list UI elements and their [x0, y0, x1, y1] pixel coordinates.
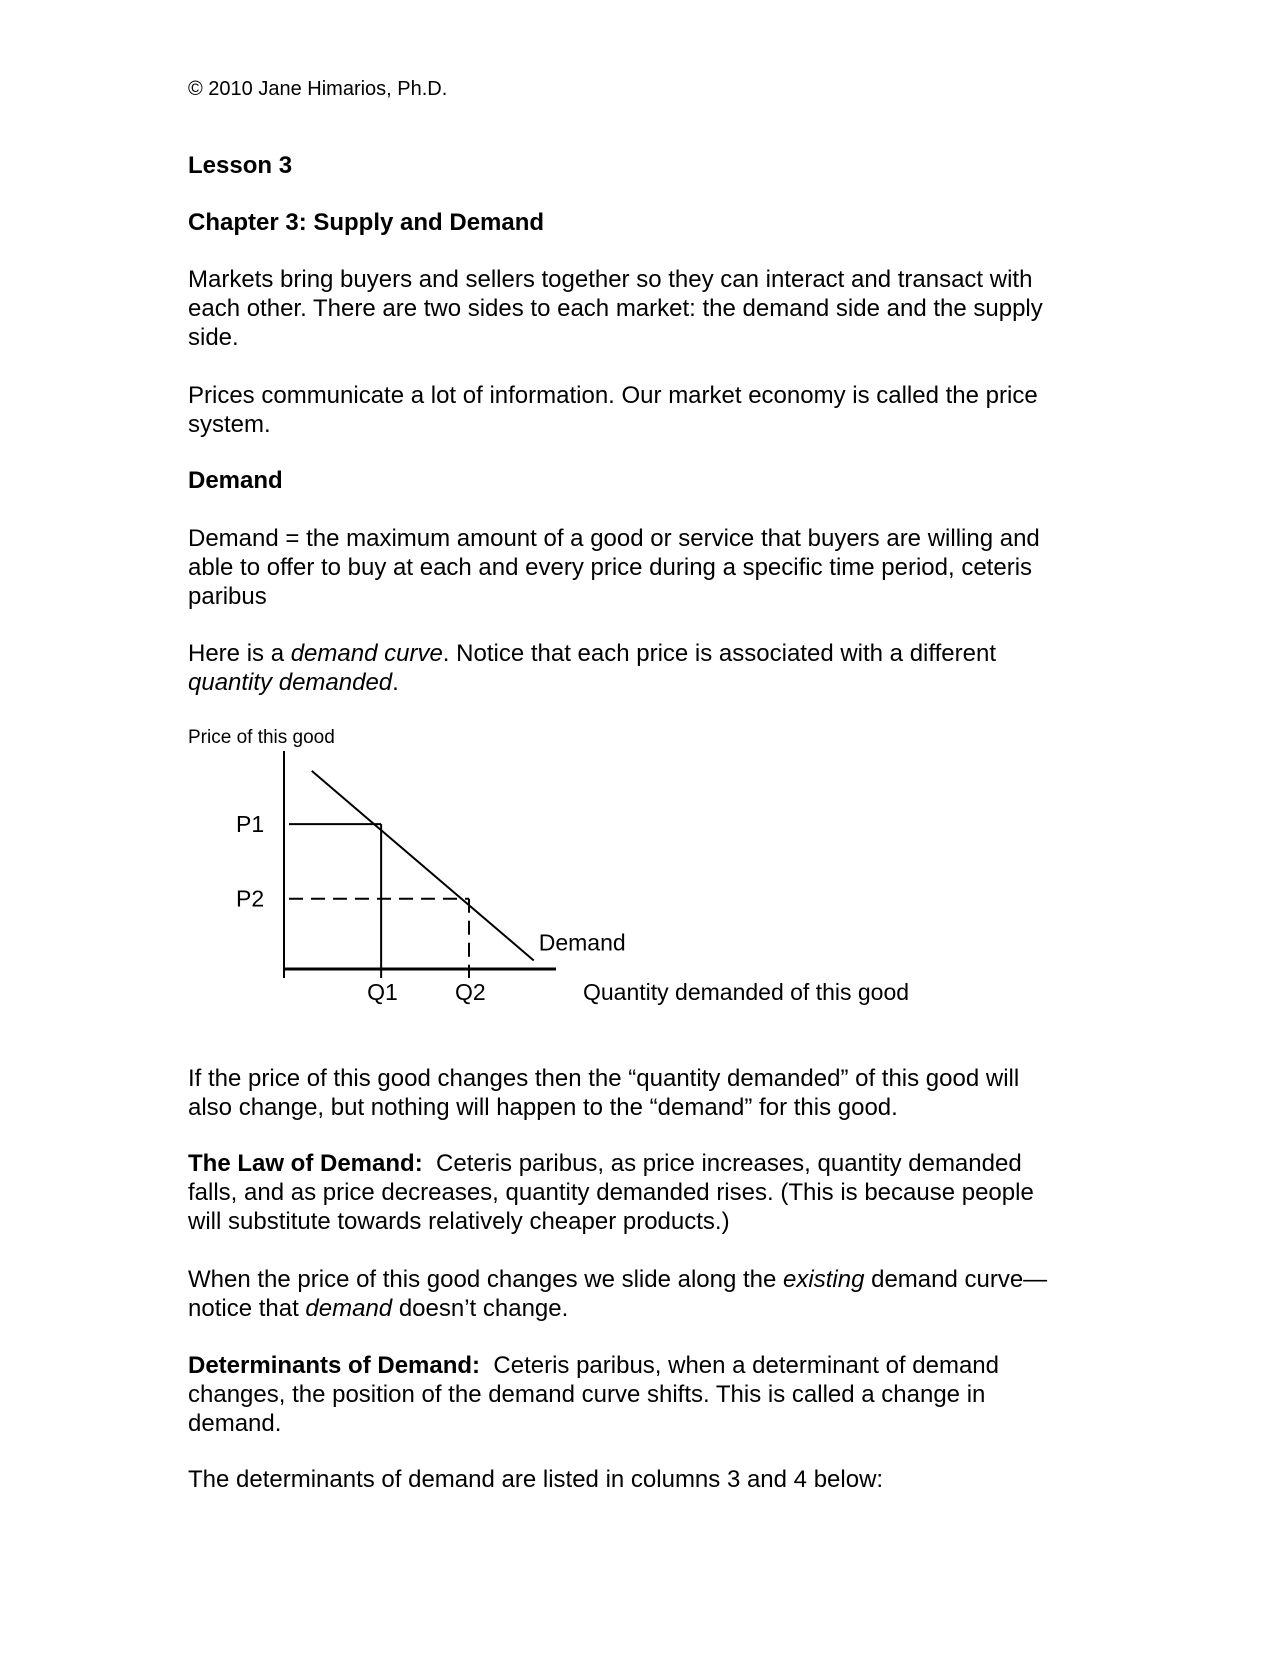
section-heading: Demand	[188, 467, 283, 494]
paragraph-demand-definition	[188, 524, 1088, 611]
text-line: The determinants of demand are listed in columns 3 and 4 below:	[188, 1466, 884, 1493]
text-line: falls, and as price decreases, quantity demanded rises. (This is because people	[188, 1179, 1034, 1206]
text-line: will substitute towards relatively cheaper products.)	[188, 1208, 730, 1235]
chapter-title	[188, 208, 1088, 237]
italic-text: demand curve	[290, 640, 443, 667]
demand-curve-label: Demand	[538, 929, 626, 956]
demand-heading	[188, 466, 1088, 495]
determinants-title: Determinants of Demand:	[188, 1352, 481, 1379]
paragraph-determinants	[188, 1351, 1088, 1438]
paragraph-prices	[188, 381, 1088, 439]
text-line: paribus	[188, 583, 267, 610]
text-line: able to offer to buy at each and every price during a specific time period, ceteris	[188, 554, 1033, 581]
text: Here is a	[188, 640, 291, 667]
quantity-label-q1: Q1	[367, 979, 398, 1005]
x-axis-label: Quantity demanded of this good	[583, 979, 910, 1005]
text: When the price of this good changes we slide along the	[188, 1266, 784, 1293]
demand-curve-diagram	[0, 715, 1000, 1015]
italic-text: demand	[305, 1295, 393, 1322]
text: Ceteris paribus, when a determinant of demand	[480, 1352, 999, 1379]
copyright-header	[188, 75, 1088, 104]
paragraph-demand-curve	[188, 639, 1088, 697]
demand-curve	[312, 771, 534, 961]
paragraph-columns	[188, 1465, 1088, 1494]
text-line: Prices communicate a lot of information. Our market economy is called the price	[188, 382, 1038, 409]
chapter-heading: Chapter 3: Supply and Demand	[188, 209, 545, 236]
italic-text: existing	[783, 1266, 865, 1293]
text-line: side.	[188, 324, 239, 351]
law-title: The Law of Demand:	[188, 1150, 423, 1177]
paragraph-law-of-demand	[188, 1149, 1088, 1236]
text-line: Demand = the maximum amount of a good or service that buyers are willing and	[188, 525, 1040, 552]
quantity-label-q2: Q2	[455, 979, 486, 1005]
price-label-p2: P2	[236, 885, 265, 912]
text-line: demand.	[188, 1410, 282, 1437]
price-label-p1: P1	[236, 811, 265, 838]
text: Ceteris paribus, as price increases, quantity demanded	[422, 1150, 1022, 1177]
paragraph-quantity-demanded	[188, 1064, 1088, 1122]
text: demand curve—	[864, 1266, 1048, 1293]
lesson-title	[188, 151, 1088, 180]
text-line: also change, but nothing will happen to the “demand” for this good.	[188, 1094, 898, 1121]
text-line: Markets bring buyers and sellers together so they can interact and transact with	[188, 266, 1033, 293]
text: .	[392, 669, 399, 696]
text-line: each other. There are two sides to each market: the demand side and the supply	[188, 295, 1043, 322]
text: notice that	[188, 1295, 306, 1322]
text: doesn’t change.	[392, 1295, 569, 1322]
italic-text: quantity demanded	[188, 669, 393, 696]
lesson-heading: Lesson 3	[188, 152, 293, 179]
text-line: changes, the position of the demand curve shifts. This is called a change in	[188, 1381, 986, 1408]
text-line: system.	[188, 411, 271, 438]
text: . Notice that each price is associated with a different	[442, 640, 996, 667]
text-line: If the price of this good changes then the “quantity demanded” of this good will	[188, 1065, 1020, 1092]
header-text: © 2010 Jane Himarios, Ph.D.	[188, 78, 448, 100]
paragraph-markets	[188, 265, 1088, 352]
paragraph-slide-along	[188, 1265, 1088, 1323]
y-axis-label: Price of this good	[188, 727, 335, 748]
